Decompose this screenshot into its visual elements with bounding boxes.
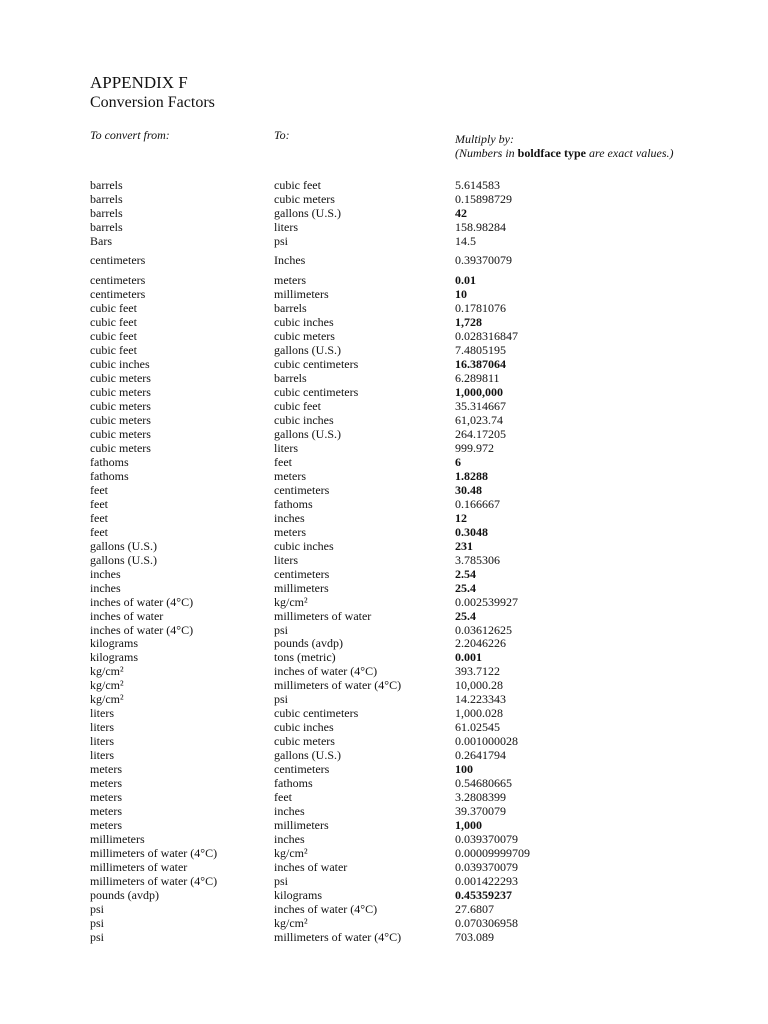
conversion-factor: 0.39370079 — [455, 253, 512, 267]
conversion-factor: 0.039370079 — [455, 832, 518, 847]
table-row — [0, 804, 768, 818]
conversion-factor: 0.166667 — [455, 496, 500, 511]
unit-to: liters — [274, 440, 298, 455]
unit-from: cubic meters — [90, 370, 151, 385]
unit-from: pounds (avdp) — [90, 888, 159, 903]
unit-to: gallons (U.S.) — [274, 342, 341, 357]
conversion-factor: 703.089 — [455, 930, 494, 945]
conversion-factor: 16.387064 — [455, 356, 506, 371]
unit-from: millimeters of water — [90, 860, 188, 875]
unit-from: feet — [90, 524, 108, 539]
unit-to: kg/cm² — [274, 916, 308, 931]
column-header-from: To convert from: — [90, 128, 170, 142]
unit-from: cubic feet — [90, 300, 137, 315]
unit-from: meters — [90, 804, 122, 819]
unit-to: cubic centimeters — [274, 706, 359, 721]
unit-from: kilograms — [90, 650, 138, 665]
unit-from: barrels — [90, 178, 123, 192]
unit-from: cubic meters — [90, 384, 151, 399]
unit-from: centimeters — [90, 273, 146, 287]
table-row — [0, 776, 768, 790]
unit-to: pounds (avdp) — [274, 636, 343, 651]
table-row — [0, 441, 768, 455]
conversion-factor: 12 — [455, 510, 467, 525]
unit-from: gallons (U.S.) — [90, 552, 157, 567]
conversion-factor: 0.45359237 — [455, 888, 512, 903]
unit-to: millimeters — [274, 580, 329, 595]
conversion-factor: 0.2641794 — [455, 748, 506, 763]
unit-from: psi — [90, 930, 105, 945]
table-row — [0, 581, 768, 595]
conversion-factor: 61,023.74 — [455, 412, 503, 427]
column-header-multiply: Multiply by: — [455, 132, 514, 146]
conversion-factor: 0.070306958 — [455, 916, 518, 931]
unit-to: inches of water (4°C) — [274, 664, 378, 679]
unit-to: feet — [274, 790, 292, 805]
unit-from: liters — [90, 734, 114, 749]
unit-to: millimeters — [274, 286, 329, 301]
unit-from: inches — [90, 566, 121, 581]
table-row — [0, 832, 768, 846]
exact-values-note — [455, 146, 674, 160]
unit-to: millimeters of water (4°C) — [274, 678, 402, 693]
unit-to: gallons (U.S.) — [274, 206, 341, 220]
unit-from: kg/cm² — [90, 692, 124, 707]
unit-to: cubic feet — [274, 398, 321, 413]
unit-to: centimeters — [274, 762, 330, 777]
table-row — [0, 567, 768, 581]
unit-to: cubic inches — [274, 314, 334, 329]
unit-to: feet — [274, 454, 292, 469]
conversion-factor: 42 — [455, 206, 467, 220]
unit-from: millimeters of water (4°C) — [90, 874, 218, 889]
unit-to: tons (metric) — [274, 650, 336, 665]
conversion-factor: 0.002539927 — [455, 594, 518, 609]
unit-to: gallons (U.S.) — [274, 426, 341, 441]
conversion-factor: 0.01 — [455, 273, 476, 287]
unit-to: inches — [274, 832, 305, 847]
unit-from: kg/cm² — [90, 664, 124, 679]
unit-to: meters — [274, 468, 306, 483]
conversion-factor: 30.48 — [455, 482, 482, 497]
unit-to: fathoms — [274, 496, 313, 511]
conversion-factor: 5.614583 — [455, 178, 500, 192]
unit-to: cubic inches — [274, 412, 334, 427]
conversion-factor: 1,000 — [455, 818, 482, 833]
conversion-factor: 0.039370079 — [455, 860, 518, 875]
table-row — [0, 734, 768, 748]
conversion-factor: 3.2808399 — [455, 790, 506, 805]
note-suffix: are exact values.) — [586, 146, 674, 160]
conversion-factor: 6 — [455, 454, 461, 469]
unit-to: kilograms — [274, 888, 322, 903]
unit-to: cubic inches — [274, 720, 334, 735]
table-row — [0, 234, 768, 248]
table-row — [0, 636, 768, 650]
unit-from: fathoms — [90, 468, 129, 483]
conversion-factor: 1.8288 — [455, 468, 488, 483]
unit-from: cubic feet — [90, 328, 137, 343]
unit-from: kilograms — [90, 636, 138, 651]
conversion-factor: 6.289811 — [455, 370, 500, 385]
table-row — [0, 469, 768, 483]
table-row — [0, 846, 768, 860]
unit-from: cubic feet — [90, 314, 137, 329]
conversion-factor: 1,728 — [455, 314, 482, 329]
table-row — [0, 818, 768, 832]
table-row — [0, 595, 768, 609]
unit-from: meters — [90, 818, 122, 833]
table-row — [0, 664, 768, 678]
note-prefix: (Numbers in — [455, 146, 518, 160]
conversion-factor: 100 — [455, 762, 473, 777]
conversion-factor: 14.5 — [455, 234, 476, 248]
conversion-factor: 393.7122 — [455, 664, 500, 679]
page-subtitle: Conversion Factors — [90, 94, 215, 111]
table-row — [0, 178, 768, 192]
page-title: APPENDIX F — [90, 73, 188, 92]
conversion-factor: 25.4 — [455, 580, 476, 595]
conversion-factor: 35.314667 — [455, 398, 506, 413]
conversion-factor: 999.972 — [455, 440, 494, 455]
unit-to: psi — [274, 234, 289, 248]
conversion-factor: 0.001 — [455, 650, 482, 665]
conversion-factor: 14.223343 — [455, 692, 506, 707]
conversion-factor: 2.54 — [455, 566, 476, 581]
table-row — [0, 748, 768, 762]
unit-from: liters — [90, 706, 114, 721]
table-row — [0, 860, 768, 874]
conversion-factor: 231 — [455, 538, 473, 553]
unit-from: meters — [90, 790, 122, 805]
conversion-factor: 0.3048 — [455, 524, 488, 539]
unit-from: gallons (U.S.) — [90, 538, 157, 553]
unit-from: feet — [90, 510, 108, 525]
conversion-factor: 7.4805195 — [455, 342, 506, 357]
unit-to: psi — [274, 622, 289, 637]
unit-to: Inches — [274, 253, 306, 267]
unit-to: centimeters — [274, 482, 330, 497]
table-row — [0, 539, 768, 553]
table-row — [0, 192, 768, 206]
conversion-factor: 0.1781076 — [455, 300, 506, 315]
unit-from: meters — [90, 776, 122, 791]
unit-from: cubic inches — [90, 356, 150, 371]
unit-from: cubic meters — [90, 398, 151, 413]
unit-from: meters — [90, 762, 122, 777]
unit-to: psi — [274, 874, 289, 889]
conversion-factor: 0.001000028 — [455, 734, 518, 749]
table-row — [0, 371, 768, 385]
table-row — [0, 650, 768, 664]
table-row — [0, 253, 768, 267]
unit-from: Bars — [90, 234, 112, 248]
conversion-factor: 0.028316847 — [455, 328, 518, 343]
conversion-factor: 27.6807 — [455, 902, 494, 917]
unit-to: liters — [274, 552, 298, 567]
table-row — [0, 692, 768, 706]
table-row — [0, 427, 768, 441]
conversion-factor: 0.54680665 — [455, 776, 512, 791]
unit-from: feet — [90, 482, 108, 497]
table-row — [0, 609, 768, 623]
unit-to: fathoms — [274, 776, 313, 791]
table-row — [0, 511, 768, 525]
table-row — [0, 413, 768, 427]
unit-from: kg/cm² — [90, 678, 124, 693]
conversion-factor: 0.00009999709 — [455, 846, 530, 861]
table-row — [0, 206, 768, 220]
conversion-factor: 25.4 — [455, 608, 476, 623]
conversion-factor: 0.001422293 — [455, 874, 518, 889]
conversion-factor: 3.785306 — [455, 552, 500, 567]
unit-to: kg/cm² — [274, 846, 308, 861]
table-row — [0, 483, 768, 497]
column-header-to: To: — [274, 128, 290, 142]
unit-from: centimeters — [90, 253, 146, 267]
unit-to: inches of water — [274, 860, 348, 875]
unit-to: inches — [274, 804, 305, 819]
conversion-factor: 2.2046226 — [455, 636, 506, 651]
unit-to: kg/cm² — [274, 594, 308, 609]
unit-from: cubic meters — [90, 412, 151, 427]
conversion-factor: 264.17205 — [455, 426, 506, 441]
unit-to: barrels — [274, 300, 307, 315]
unit-from: inches of water — [90, 608, 164, 623]
unit-to: millimeters of water — [274, 608, 372, 623]
table-row — [0, 525, 768, 539]
unit-to: liters — [274, 220, 298, 234]
table-row — [0, 399, 768, 413]
table-row — [0, 916, 768, 930]
table-row — [0, 329, 768, 343]
unit-from: centimeters — [90, 286, 146, 301]
unit-from: liters — [90, 720, 114, 735]
unit-from: inches of water (4°C) — [90, 622, 194, 637]
table-row — [0, 888, 768, 902]
unit-from: barrels — [90, 192, 123, 206]
table-row — [0, 287, 768, 301]
unit-from: cubic meters — [90, 426, 151, 441]
table-row — [0, 762, 768, 776]
conversion-factor: 39.370079 — [455, 804, 506, 819]
conversion-factor: 61.02545 — [455, 720, 500, 735]
unit-to: cubic feet — [274, 178, 321, 192]
table-row — [0, 874, 768, 888]
unit-from: millimeters — [90, 832, 145, 847]
unit-to: inches — [274, 510, 305, 525]
unit-to: cubic meters — [274, 192, 335, 206]
unit-from: fathoms — [90, 454, 129, 469]
unit-to: inches of water (4°C) — [274, 902, 378, 917]
unit-from: cubic feet — [90, 342, 137, 357]
unit-to: millimeters of water (4°C) — [274, 930, 402, 945]
unit-from: barrels — [90, 220, 123, 234]
conversion-factor: 1,000,000 — [455, 384, 503, 399]
unit-to: psi — [274, 692, 289, 707]
unit-to: cubic centimeters — [274, 384, 359, 399]
unit-from: psi — [90, 902, 105, 917]
table-row — [0, 553, 768, 567]
unit-from: barrels — [90, 206, 123, 220]
table-row — [0, 315, 768, 329]
table-row — [0, 902, 768, 916]
unit-to: millimeters — [274, 818, 329, 833]
unit-from: cubic meters — [90, 440, 151, 455]
table-row — [0, 301, 768, 315]
conversion-factor: 0.15898729 — [455, 192, 512, 206]
table-row — [0, 343, 768, 357]
conversion-factor: 1,000.028 — [455, 706, 503, 721]
table-row — [0, 790, 768, 804]
table-row — [0, 930, 768, 944]
note-bold: boldface type — [517, 146, 586, 160]
unit-to: gallons (U.S.) — [274, 748, 341, 763]
unit-to: meters — [274, 524, 306, 539]
table-row — [0, 623, 768, 637]
table-row — [0, 455, 768, 469]
unit-from: millimeters of water (4°C) — [90, 846, 218, 861]
unit-to: cubic meters — [274, 734, 335, 749]
table-row — [0, 678, 768, 692]
table-row — [0, 385, 768, 399]
table-row — [0, 706, 768, 720]
unit-to: cubic centimeters — [274, 356, 359, 371]
table-row — [0, 497, 768, 511]
conversion-factor: 10 — [455, 286, 467, 301]
table-row — [0, 220, 768, 234]
unit-from: inches — [90, 580, 121, 595]
table-row — [0, 357, 768, 371]
conversion-factor: 0.03612625 — [455, 622, 512, 637]
conversion-factor: 158.98284 — [455, 220, 506, 234]
unit-to: centimeters — [274, 566, 330, 581]
unit-to: cubic meters — [274, 328, 335, 343]
table-row — [0, 273, 768, 287]
unit-to: cubic inches — [274, 538, 334, 553]
unit-from: psi — [90, 916, 105, 931]
unit-to: meters — [274, 273, 306, 287]
unit-to: barrels — [274, 370, 307, 385]
conversion-factor: 10,000.28 — [455, 678, 503, 693]
unit-from: feet — [90, 496, 108, 511]
unit-from: inches of water (4°C) — [90, 594, 194, 609]
table-row — [0, 720, 768, 734]
unit-from: liters — [90, 748, 114, 763]
